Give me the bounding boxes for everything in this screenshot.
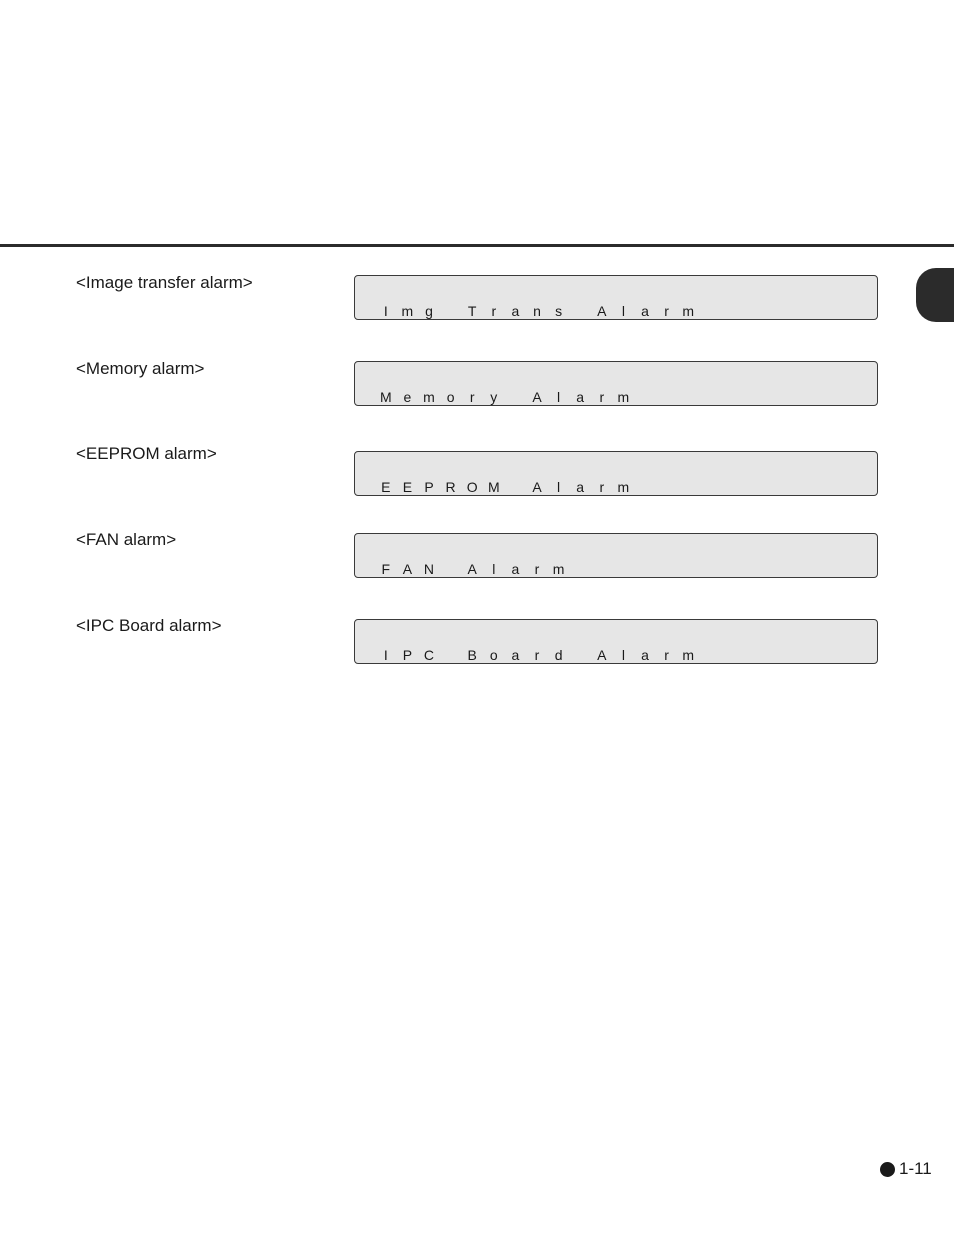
page-number <box>880 1160 932 1178</box>
lcd-char: A <box>402 561 413 577</box>
entry-label-ipc-board: <IPC Board alarm> <box>76 616 222 635</box>
lcd-char: a <box>511 647 520 663</box>
lcd-char: m <box>423 389 435 405</box>
lcd-display-memory <box>354 361 878 406</box>
lcd-char: l <box>621 647 625 663</box>
lcd-char: d <box>554 647 563 663</box>
lcd-char: M <box>487 479 500 495</box>
lcd-char: r <box>664 647 669 663</box>
lcd-char: R <box>445 479 456 495</box>
lcd-char: n <box>533 303 541 319</box>
lcd-char: m <box>682 647 695 663</box>
entry-label-image-transfer: <Image transfer alarm> <box>76 273 253 292</box>
entry-label-fan: <FAN alarm> <box>76 530 177 549</box>
lcd-char: a <box>641 303 649 319</box>
lcd-char: r <box>664 303 669 319</box>
lcd-char: r <box>599 479 605 495</box>
lcd-char: A <box>532 389 542 405</box>
header-rule <box>0 244 954 247</box>
lcd-char: E <box>381 479 391 495</box>
lcd-display-image-transfer <box>354 275 878 320</box>
lcd-char: m <box>401 303 414 319</box>
lcd-char: a <box>576 479 585 495</box>
lcd-char: r <box>469 389 475 405</box>
page-number-text: 1-11 <box>899 1159 932 1178</box>
lcd-char: A <box>467 561 477 577</box>
lcd-char: P <box>402 647 413 663</box>
lcd-char: B <box>467 647 477 663</box>
lcd-char: l <box>557 389 561 405</box>
lcd-char: l <box>492 561 496 577</box>
lcd-char: O <box>466 479 478 495</box>
lcd-char: m <box>552 561 565 577</box>
lcd-char: r <box>491 303 497 319</box>
lcd-char: A <box>597 303 607 319</box>
lcd-char: E <box>402 479 413 495</box>
lcd-char: I <box>383 303 388 319</box>
entry-label-memory: <Memory alarm> <box>76 359 205 378</box>
lcd-char: e <box>403 389 412 405</box>
lcd-char: r <box>599 389 605 405</box>
lcd-char: g <box>425 303 433 319</box>
lcd-char: N <box>423 561 435 577</box>
lcd-char: y <box>490 389 498 405</box>
lcd-char: A <box>532 479 542 495</box>
lcd-char: m <box>617 479 630 495</box>
lcd-char: a <box>511 561 520 577</box>
lcd-char: l <box>621 303 625 319</box>
lcd-display-eeprom <box>354 451 878 496</box>
lcd-char: o <box>489 647 498 663</box>
lcd-char: r <box>534 647 540 663</box>
lcd-char: M <box>379 389 392 405</box>
lcd-char: a <box>576 389 585 405</box>
chapter-tab <box>916 268 954 322</box>
lcd-char: T <box>467 303 477 319</box>
lcd-char: s <box>555 303 563 319</box>
lcd-char: l <box>557 479 561 495</box>
lcd-display-ipc-board <box>354 619 878 664</box>
lcd-char: a <box>641 647 649 663</box>
lcd-char: m <box>617 389 630 405</box>
bullet-icon <box>880 1162 895 1177</box>
lcd-char: F <box>381 561 391 577</box>
lcd-char: r <box>534 561 540 577</box>
lcd-char: P <box>424 479 434 495</box>
lcd-display-fan <box>354 533 878 578</box>
lcd-char: A <box>597 647 607 663</box>
lcd-char: I <box>383 647 388 663</box>
entry-label-eeprom: <EEPROM alarm> <box>76 444 217 463</box>
lcd-char: o <box>446 389 455 405</box>
lcd-char: C <box>423 647 435 663</box>
lcd-char: a <box>511 303 520 319</box>
lcd-char: m <box>682 303 695 319</box>
